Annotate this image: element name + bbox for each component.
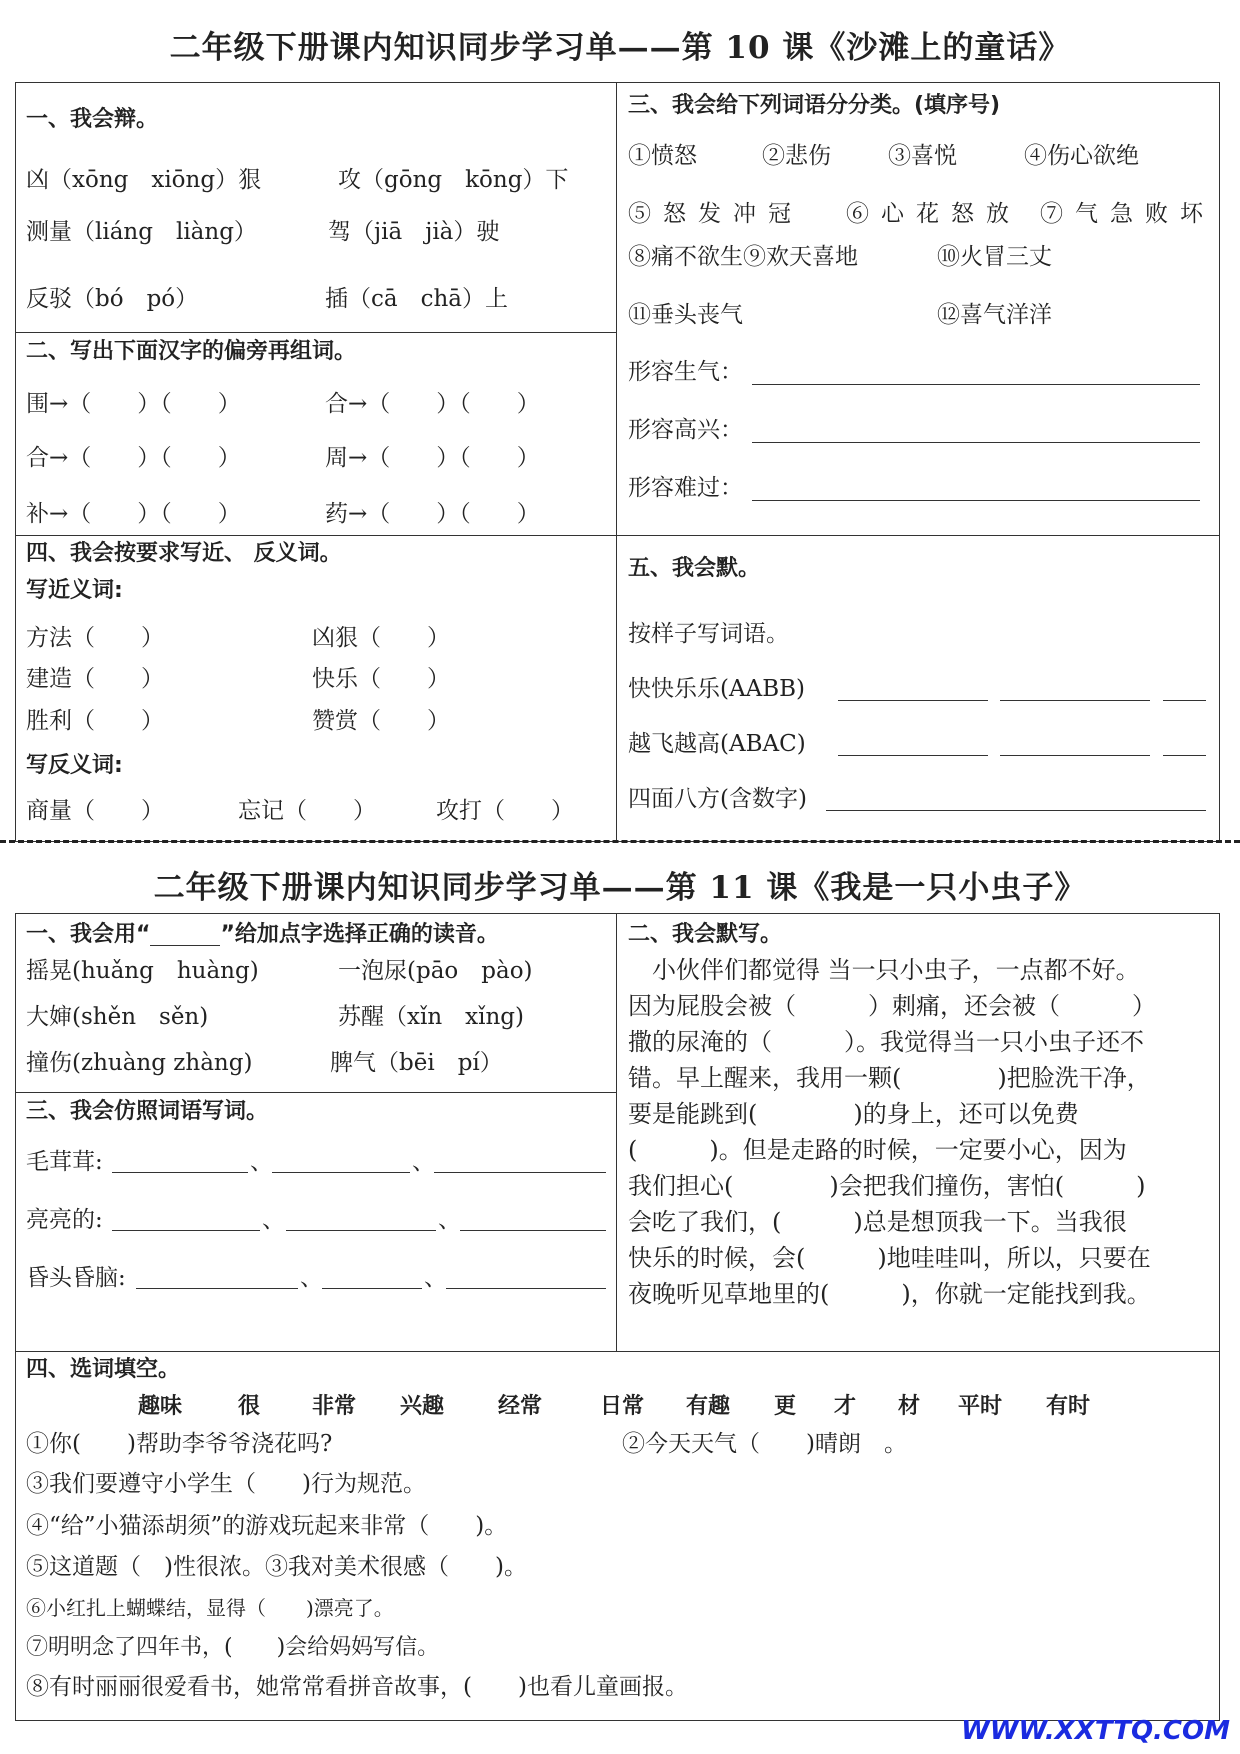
heading-suffix: ”给加点字选择正确的读音。 (220, 922, 499, 947)
word-option: ①愤怒 (628, 143, 697, 169)
word-option: ⑪垂头丧气 (628, 302, 743, 328)
imitate-label: 毛茸茸: (26, 1149, 103, 1175)
word-choice: 兴趣 (400, 1394, 445, 1419)
section2-heading: 二、写出下面汉字的偏旁再组词。 (26, 339, 357, 364)
passage-line: 错。早上醒来，我用一颗( )把脸洗干净， (628, 1064, 1151, 1092)
pattern-label: 越飞越高(ABAC) (628, 731, 806, 757)
fill-question: ②今天天气（ )晴朗 。 (622, 1431, 907, 1457)
fill-question: ④“给”小猫添胡须”的游戏玩起来非常（ )。 (26, 1513, 508, 1539)
word-option: ②悲伤 (762, 143, 831, 169)
radical-item: 合→（ ）（ ） (325, 391, 540, 417)
word-choice: 更 (774, 1394, 797, 1419)
answer-line[interactable] (838, 700, 988, 701)
passage-line: 小伙伴们都觉得 当一只小虫子，一点都不好。 (628, 956, 1140, 984)
classify-prompt: 形容难过： (628, 475, 743, 501)
pinyin-item: 摇晃(huǎng huàng) (26, 958, 259, 984)
answer-line[interactable] (752, 500, 1200, 501)
radical-item: 围→（ ）（ ） (26, 391, 241, 417)
pinyin-item: 凶（xōng xiōng）狠 (26, 167, 262, 193)
answer-line[interactable] (460, 1230, 606, 1231)
divider (15, 1351, 1220, 1352)
word-option: ⑧痛不欲生⑨欢天喜地 (628, 244, 858, 270)
word-choice: 经常 (498, 1394, 543, 1419)
word-choice: 很 (238, 1394, 261, 1419)
watermark: WWW.XXTTQ.COM (961, 1716, 1230, 1746)
pinyin-item: 驾（jiā jià）驶 (328, 219, 500, 245)
separator: 、 (262, 1207, 285, 1233)
section5-heading: 五、我会默。 (628, 556, 761, 581)
answer-line[interactable] (112, 1230, 260, 1231)
word-choice: 趣味 (138, 1394, 183, 1419)
lesson11-title: 二年级下册课内知识同步学习单——第 11 课《我是一只小虫子》 (153, 870, 1087, 906)
synonym-heading: 写近义词: (26, 578, 123, 603)
answer-line[interactable] (1000, 700, 1150, 701)
divider (15, 535, 1220, 536)
word-choice: 有趣 (686, 1394, 731, 1419)
section4-heading: 四、选词填空。 (26, 1357, 181, 1382)
imitate-label: 昏头昏脑: (26, 1265, 126, 1291)
word-option: ⑦气急败坏 (1040, 201, 1215, 227)
synonym-item: 快乐（ ） (312, 666, 450, 692)
pinyin-item: 测量（liáng liàng） (26, 219, 257, 245)
answer-line[interactable] (112, 1172, 248, 1173)
word-option: ⑩火冒三丈 (937, 244, 1052, 270)
fill-question: ⑤这道题（ )性很浓。③我对美术很感（ )。 (26, 1554, 527, 1580)
underline-mark (150, 925, 220, 946)
separator: 、 (250, 1149, 273, 1175)
passage-line: 快乐的时候，会( )地哇哇叫，所以，只要在 (628, 1244, 1151, 1272)
answer-line[interactable] (434, 1172, 606, 1173)
pinyin-item: 攻（gōng kōng）下 (338, 167, 569, 193)
antonym-heading: 写反义词: (26, 753, 123, 778)
fill-question: ③我们要遵守小学生（ )行为规范。 (26, 1471, 426, 1497)
answer-line[interactable] (1000, 755, 1150, 756)
word-choice: 有时 (1046, 1394, 1091, 1419)
pattern-label: 快快乐乐(AABB) (628, 676, 805, 702)
word-choice: 才 (834, 1394, 857, 1419)
fill-question: ①你( )帮助李爷爷浇花吗? (26, 1431, 333, 1457)
pinyin-item: 脾气（bēi pí） (330, 1050, 503, 1076)
answer-line[interactable] (322, 1288, 422, 1289)
lesson10-divider (616, 82, 617, 842)
word-choice: 日常 (600, 1394, 645, 1419)
section1-heading: 一、我会辩。 (26, 107, 159, 132)
classify-prompt: 形容生气： (628, 359, 743, 385)
divider (15, 332, 616, 333)
radical-item: 周→（ ）（ ） (325, 445, 540, 471)
pinyin-item: 反驳（bó pó） (26, 286, 199, 312)
section5-subheading: 按样子写词语。 (628, 621, 789, 647)
section1-heading (26, 921, 499, 949)
word-choice: 平时 (958, 1394, 1003, 1419)
answer-line[interactable] (1163, 755, 1206, 756)
pinyin-item: 大婶(shěn sěn) (26, 1004, 209, 1030)
passage-line: ( )。但是走路的时候，一定要小心，因为 (628, 1136, 1127, 1164)
word-option: ⑫喜气洋洋 (937, 302, 1052, 328)
passage-line: 会吃了我们，( )总是想顶我一下。当我很 (628, 1208, 1127, 1236)
pinyin-item: 苏醒（xǐn xǐng) (338, 1004, 524, 1030)
answer-line[interactable] (272, 1172, 410, 1173)
passage-line: 因为屁股会被（ ）刺痛，还会被（ ） (628, 992, 1156, 1020)
word-option: ④伤心欲绝 (1024, 143, 1139, 169)
imitate-label: 亮亮的: (26, 1207, 103, 1233)
word-choice: 材 (898, 1394, 921, 1419)
synonym-item: 建造（ ） (26, 666, 164, 692)
radical-item: 药→（ ）（ ） (325, 501, 540, 527)
cut-line (0, 840, 1240, 843)
heading-prefix: 一、我会用“ (26, 922, 151, 947)
passage-line: 夜晚听见草地里的( )，你就一定能找到我。 (628, 1280, 1151, 1308)
lesson11-divider (616, 913, 617, 1351)
synonym-item: 凶狠（ ） (312, 625, 450, 651)
passage-line: 要是能跳到( )的身上，还可以免费 (628, 1100, 1079, 1128)
section2-heading: 二、我会默写。 (628, 922, 783, 947)
word-option: ③喜悦 (888, 143, 957, 169)
answer-line[interactable] (1163, 700, 1206, 701)
synonym-item: 方法（ ） (26, 625, 164, 651)
section4-heading: 四、我会按要求写近、 反义词。 (26, 541, 342, 566)
synonym-item: 胜利（ ） (26, 708, 164, 734)
answer-line[interactable] (752, 442, 1200, 443)
passage-line: 我们担心( )会把我们撞伤，害怕( ) (628, 1172, 1146, 1200)
separator: 、 (300, 1265, 323, 1291)
section3-heading: 三、我会给下列词语分分类。(填序号) (628, 93, 1001, 118)
fill-question: ⑥小红扎上蝴蝶结，显得（ )漂亮了。 (26, 1596, 394, 1620)
antonym-item: 商量（ ） (26, 798, 164, 824)
synonym-item: 赞赏（ ） (312, 708, 450, 734)
classify-prompt: 形容高兴： (628, 417, 743, 443)
radical-item: 合→（ ）（ ） (26, 445, 241, 471)
pattern-label: 四面八方(含数字) (628, 786, 807, 812)
answer-line[interactable] (838, 755, 988, 756)
answer-line[interactable] (286, 1230, 436, 1231)
word-choice: 非常 (312, 1394, 357, 1419)
answer-line[interactable] (446, 1288, 606, 1289)
separator: 、 (412, 1149, 435, 1175)
fill-question: ⑦明明念了四年书，( )会给妈妈写信。 (26, 1635, 440, 1660)
antonym-item: 忘记（ ） (238, 798, 376, 824)
passage-line: 撒的尿淹的（ ）。我觉得当一只小虫子还不 (628, 1028, 1144, 1056)
word-option: ⑥心花怒放 (846, 201, 1021, 227)
lesson10-title: 二年级下册课内知识同步学习单——第 10 课《沙滩上的童话》 (169, 30, 1071, 66)
separator: 、 (424, 1265, 447, 1291)
antonym-item: 攻打（ ） (436, 798, 574, 824)
pinyin-item: 一泡尿(pāo pào) (338, 958, 533, 984)
answer-line[interactable] (826, 810, 1206, 811)
section3-heading: 三、我会仿照词语写词。 (26, 1099, 269, 1124)
divider (15, 1092, 616, 1093)
separator: 、 (438, 1207, 461, 1233)
pinyin-item: 插（cā chā）上 (325, 286, 509, 312)
fill-question: ⑧有时丽丽很爱看书，她常常看拼音故事，( )也看儿童画报。 (26, 1674, 688, 1700)
radical-item: 补→（ ）（ ） (26, 501, 241, 527)
pinyin-item: 撞伤(zhuàng zhàng) (26, 1050, 253, 1076)
word-option: ⑤怒发冲冠 (628, 201, 803, 227)
answer-line[interactable] (752, 384, 1200, 385)
answer-line[interactable] (136, 1288, 298, 1289)
